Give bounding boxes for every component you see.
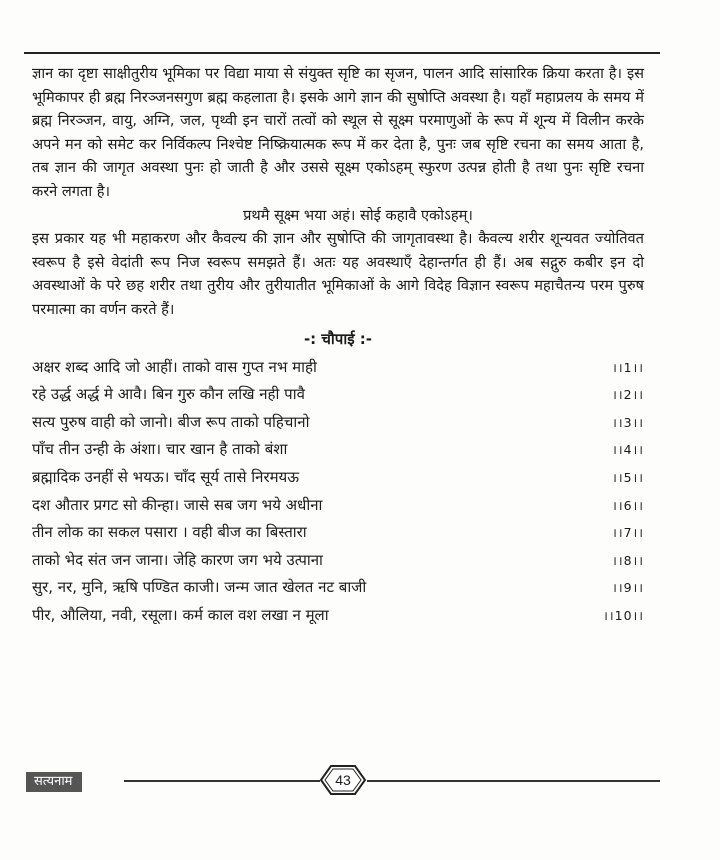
verse-line <box>32 574 644 602</box>
verse-line <box>32 547 644 575</box>
verse-line <box>32 381 644 409</box>
verse-number: ।।10।। <box>603 607 644 623</box>
verse-line <box>32 354 644 382</box>
paragraph-1: ज्ञान का दृष्टा साक्षीतुरीय भूमिका पर विद्या माया से संयुक्त सृष्टि का सृजन, पालन आदि सांसारिक क्रिया करता है। इस भूमिकापर ही ब्रह्म निरञ्जनसगुण ब्रह्म कहलाता है। इसके आगे ज्ञान की सुषोप्ति अवस्था है। यहाँ महाप्रलय के समय में ब्रह्म निरञ्जन, वायु, अग्नि, जल, पृथ्वी इन चारों तत्वों को स्थूल से सूक्ष्म परमाणुओं के रूप में शून्य में विलीन करके अपने मन को समेट कर निर्विकल्प निश्चेष्ट निष्क्रियात्मक रूप में कर देता है, पुनः जब सृष्टि रचना का समय आता है, तब ज्ञान की जागृत अवस्था पुनः हो जाती है और उससे सूक्ष्म एकोऽहम् स्फुरण उत्पन्न होती है तथा पुनः सृष्टि रचना करने लगता है। <box>32 65 644 200</box>
verse-number: ।।3।। <box>612 414 644 430</box>
verse-text: सत्य पुरुष वाही को जानो। बीज रूप ताको पहिचानो <box>32 412 310 431</box>
verse-text: अक्षर शब्द आदि जो आहीं। ताको वास गुप्त नभ माही <box>32 357 317 376</box>
verse-line <box>32 492 644 520</box>
footer-rule-left <box>124 780 320 782</box>
page-number-badge <box>319 764 367 796</box>
verse-text: पाँच तीन उन्ही के अंशा। चार खान है ताको बंशा <box>32 440 288 459</box>
verse-list <box>32 354 644 630</box>
verse-line <box>32 519 644 547</box>
verse-line <box>32 436 644 464</box>
verse-line <box>32 464 644 492</box>
paragraph-2: इस प्रकार यह भी महाकरण और कैवल्य की ज्ञान और सुषोप्ति की जागृतावस्था है। कैवल्य शरीर शून्यवत ज्योतिवत स्वरूप है इसे वेदांती रूप निज स्वरूप समझते हैं। अतः यह अवस्थाएँ देहान्तर्गत ही हैं। अब सद्गुरु कबीर इन दो अवस्थाओं के परे छह शरीर तथा तुरीय और तुरीयातीत भूमिकाओं के आगे विदेह विज्ञान स्वरूप महाचैतन्य परम पुरुष परमात्मा का वर्णन करते हैं। <box>32 230 644 318</box>
verse-number: ।।6।। <box>612 497 644 513</box>
verse-number: ।।4।। <box>612 442 644 458</box>
verse-line <box>32 409 644 437</box>
verse-number: ।।1।। <box>612 359 644 375</box>
verse-line <box>32 602 644 630</box>
verse-text: सुर, नर, मुनि, ऋषि पण्डित काजी। जन्म जात खेलत नट बाजी <box>32 578 367 597</box>
verse-number: ।।9।। <box>612 580 644 596</box>
chaupai-heading: -: चौपाई :- <box>303 329 373 348</box>
verse-number: ।।5।। <box>612 469 644 485</box>
verse-number: ।।7।। <box>612 525 644 541</box>
verse-text: दश औतार प्रगट सो कीन्हा। जासे सब जग भये अधीना <box>32 495 323 514</box>
sloka-line: प्रथमै सूक्ष्म भया अहं। सोई कहावै एकोऽहम्। <box>243 206 473 224</box>
verse-number: ।।8।। <box>612 552 644 568</box>
verse-text: तीन लोक का सकल पसारा । वही बीज का बिस्तारा <box>32 523 307 542</box>
verse-number: ।।2।। <box>612 387 644 403</box>
page-footer <box>0 762 720 802</box>
verse-text: रहे उर्द्ध अर्द्ध मे आवै। बिन गुरु कौन लखि नही पावै <box>32 385 305 404</box>
page-number: 43 <box>335 772 351 788</box>
header-rule <box>24 52 660 54</box>
page-body <box>32 62 644 629</box>
verse-text: ताको भेद संत जन जाना। जेहि कारण जग भये उत्पाना <box>32 550 323 569</box>
verse-text: पीर, औलिया, नवी, रसूला। कर्म काल वश लखा न मूला <box>32 605 329 624</box>
verse-text: ब्रह्मादिक उनहीं से भयऊ। चाँद सूर्य तासे निरमयऊ <box>32 467 300 486</box>
footer-label: सत्यनाम <box>26 772 82 792</box>
footer-rule-right <box>367 780 660 782</box>
